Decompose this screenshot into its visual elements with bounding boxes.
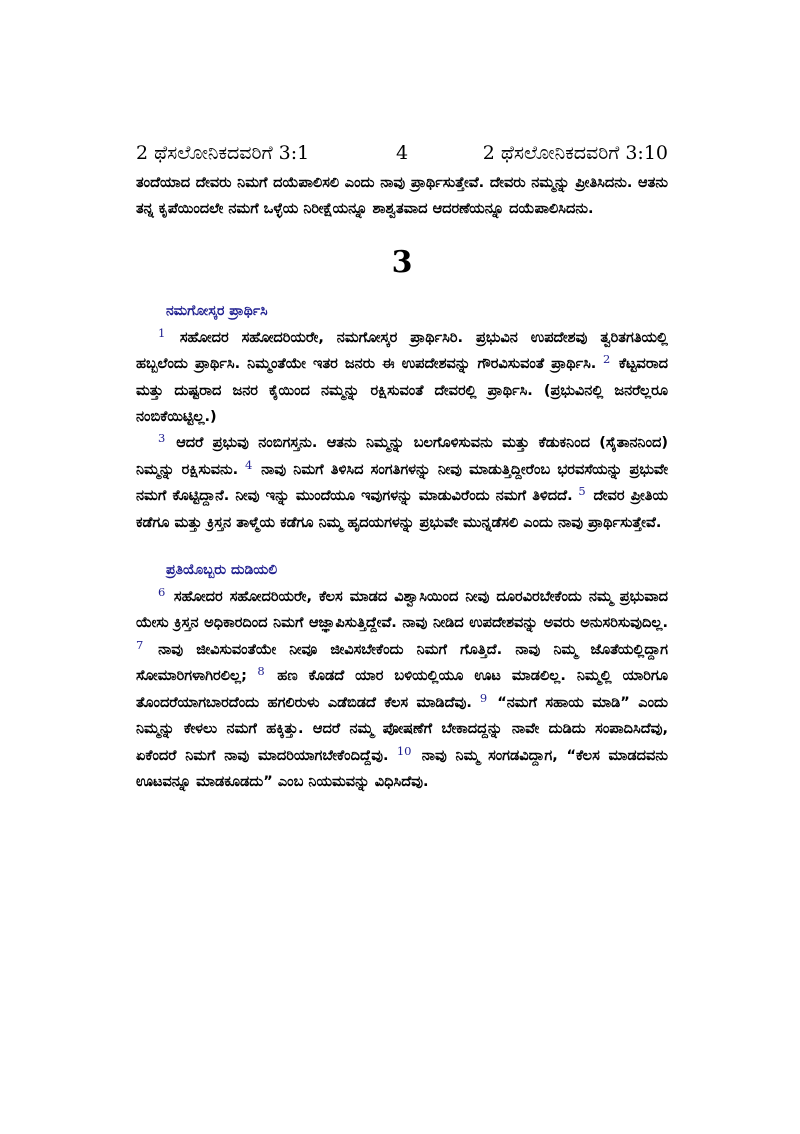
verse-number: 9 [479, 690, 488, 705]
header-left-reference: 2 ಥೆಸಲೋನಿಕದವರಿಗೆ 3:1 [136, 142, 310, 164]
header-right-reference: 2 ಥೆಸಲೋನಿಕದವರಿಗೆ 3:10 [482, 142, 668, 164]
verse-text: ದೇವರ ಪ್ರೀತಿಯ ಕಡೆಗೂ ಮತ್ತು ಕ್ರಿಸ್ತನ ತಾಳ್ಮೆಯ ಕಡೆಗೂ ನಿಮ್ಮ ಹೃದಯಗಳನ್ನು ಪ್ರಭುವೇ ಮುನ್ನಡೆಸಲಿ ಎಂದು ನಾವು ಪ್ರಾರ್ಥಿಸುತ್ತೇವೆ. [136, 488, 669, 531]
verse-text: ನಾವು ಜೀವಿಸುವಂತೆಯೇ ನೀವೂ ಜೀವಿಸಬೇಕೆಂದು ನಿಮಗೆ ಗೊತ್ತಿದೆ. ನಾವು ನಿಮ್ಮ ಜೊತೆಯಲ್ಲಿದ್ದಾಗ ಸೋಮಾರಿಗಳಾಗಿರಲಿಲ್ಲ; [136, 641, 669, 685]
verse-number: 4 [244, 457, 253, 472]
running-header [136, 140, 668, 170]
verse-number: 5 [578, 484, 586, 499]
paragraph [136, 584, 668, 795]
verse-text: ನಾವು ನಿಮ್ಮ ಸಂಗಡವಿದ್ದಾಗ, “ಕೆಲಸ ಮಾಡದವನು ಊಟವನ್ನೂ ಮಾಡಕೂಡದು” ಎಂಬ ನಿಯಮವನ್ನು ವಿಧಿಸಿದೆವು. [136, 747, 668, 790]
section-heading: ಪ್ರತಿಯೊಬ್ಬರು ದುಡಿಯಲಿ [166, 562, 278, 579]
verse-text: ಸಹೋದರ ಸಹೋದರಿಯರೇ, ನಮಗೋಸ್ಕರ ಪ್ರಾರ್ಥಿಸಿರಿ. ಪ್ರಭುವಿನ ಉಪದೇಶವು ತ್ವರಿತಗತಿಯಲ್ಲಿ ಹಬ್ಬಲೆಂದು ಪ್ರಾರ್ಥಿಸಿ. ನಿಮ್ಮಂತೆಯೇ ಇತರ ಜನರು ಈ ಉಪದೇಶವನ್ನು ಗೌರವಿಸುವಂತೆ ಪ್ರಾರ್ಥಿಸಿ. [136, 329, 668, 373]
verse-number: 10 [396, 743, 412, 758]
paragraph [136, 325, 668, 431]
chapter-number: 3 [391, 244, 413, 280]
verse-number: 8 [257, 664, 265, 679]
verse-number: 3 [158, 431, 166, 446]
verse-number: 1 [158, 325, 166, 340]
page-number: 4 [395, 142, 409, 164]
page [136, 140, 668, 795]
verse-text: “ನಮಗೆ ಸಹಾಯ ಮಾಡಿ” ಎಂದು ನಿಮ್ಮನ್ನು ಕೇಳಲು ನಮಗೆ ಹಕ್ಕಿತ್ತು. ಆದರೆ ನಮ್ಮ ಪೋಷಣೆಗೆ ಬೇಕಾದದ್ದನ್ನು ನಾವೇ ದುಡಿದು ಸಂಪಾದಿಸಿದೆವು, ಏಕೆಂದರೆ ನಿಮಗೆ ನಾವು ಮಾದರಿಯಾಗಬೇಕೆಂದಿದ್ದೆವು. [136, 694, 668, 764]
verse-text: ನಾವು ನಿಮಗೆ ತಿಳಿಸಿದ ಸಂಗತಿಗಳನ್ನು ನೀವು ಮಾಡುತ್ತಿದ್ದೀರೆಂಬ ಭರವಸೆಯನ್ನು ಪ್ರಭುವೇ ನಮಗೆ ಕೊಟ್ಟಿದ್ದಾನೆ. ನೀವು ಇನ್ನು ಮುಂದೆಯೂ ಇವುಗಳನ್ನು ಮಾಡುವಿರೆಂದು ನಮಗೆ ತಿಳಿದದೆ. [136, 461, 668, 505]
section-heading: ನಮಗೋಸ್ಕರ ಪ್ರಾರ್ಥಿಸಿ [166, 302, 268, 319]
paragraph [136, 430, 668, 536]
verse-number: 7 [136, 637, 144, 652]
verse-number: 2 [602, 352, 611, 367]
verse-text: ಆದರೆ ಪ್ರಭುವು ನಂಬಿಗಸ್ತನು. ಆತನು ನಿಮ್ಮನ್ನು ಬಲಗೊಳಿಸುವನು ಮತ್ತು ಕೆಡುಕನಿಂದ (ಸೈತಾನನಿಂದ) ನಿಮ್ಮನ್ನು ರಕ್ಷಿಸುವನು. [136, 435, 668, 478]
verse-number: 6 [158, 585, 166, 600]
verse-text: ಸಹೋದರ ಸಹೋದರಿಯರೇ, ಕೆಲಸ ಮಾಡದ ವಿಶ್ವಾಸಿಯಿಂದ ನೀವು ದೂರವಿರಬೇಕೆಂದು ನಮ್ಮ ಪ್ರಭುವಾದ ಯೇಸು ಕ್ರಿಸ್ತನ ಅಧಿಕಾರದಿಂದ ನಿಮಗೆ ಆಜ್ಞಾಪಿಸುತ್ತಿದ್ದೇವೆ. ನಾವು ನೀಡಿದ ಉಪದೇಶವನ್ನು ಅವರು ಅನುಸರಿಸುವುದಿಲ್ಲ. [136, 589, 668, 632]
intro-paragraph: ತಂದೆಯಾದ ದೇವರು ನಿಮಗೆ ದಯೆಪಾಲಿಸಲಿ ಎಂದು ನಾವು ಪ್ರಾರ್ಥಿಸುತ್ತೇವೆ. ದೇವರು ನಮ್ಮನ್ನು ಪ್ರೀತಿಸಿದನು. ಆತನು ತನ್ನ ಕೃಪೆಯಿಂದಲೇ ನಮಗೆ ಒಳ್ಳೆಯ ನಿರೀಕ್ಷೆಯನ್ನೂ ಶಾಶ್ವತವಾದ ಆದರಣೆಯನ್ನೂ ದಯೆಪಾಲಿಸಿದನು. [136, 175, 668, 218]
verse-text: ಕೆಟ್ಟವರಾದ ಮತ್ತು ದುಷ್ಟರಾದ ಜನರ ಕೈಯಿಂದ ನಮ್ಮನ್ನು ರಕ್ಷಿಸುವಂತೆ ದೇವರಲ್ಲಿ ಪ್ರಾರ್ಥಿಸಿ. (ಪ್ರಭುವಿನಲ್ಲಿ ಜನರೆಲ್ಲರೂ ನಂಬಿಕೆಯಿಟ್ಟಿಲ್ಲ.) [136, 356, 669, 426]
verse-text: ಹಣ ಕೊಡದೆ ಯಾರ ಬಳಿಯಲ್ಲಿಯೂ ಊಟ ಮಾಡಲಿಲ್ಲ. ನಿಮ್ಮಲ್ಲಿ ಯಾರಿಗೂ ತೊಂದರೆಯಾಗಬಾರದೆಂದು ಹಗಲಿರುಳು ಎಡೆಬಿಡದೆ ಕೆಲಸ ಮಾಡಿದೆವು. [136, 668, 669, 711]
